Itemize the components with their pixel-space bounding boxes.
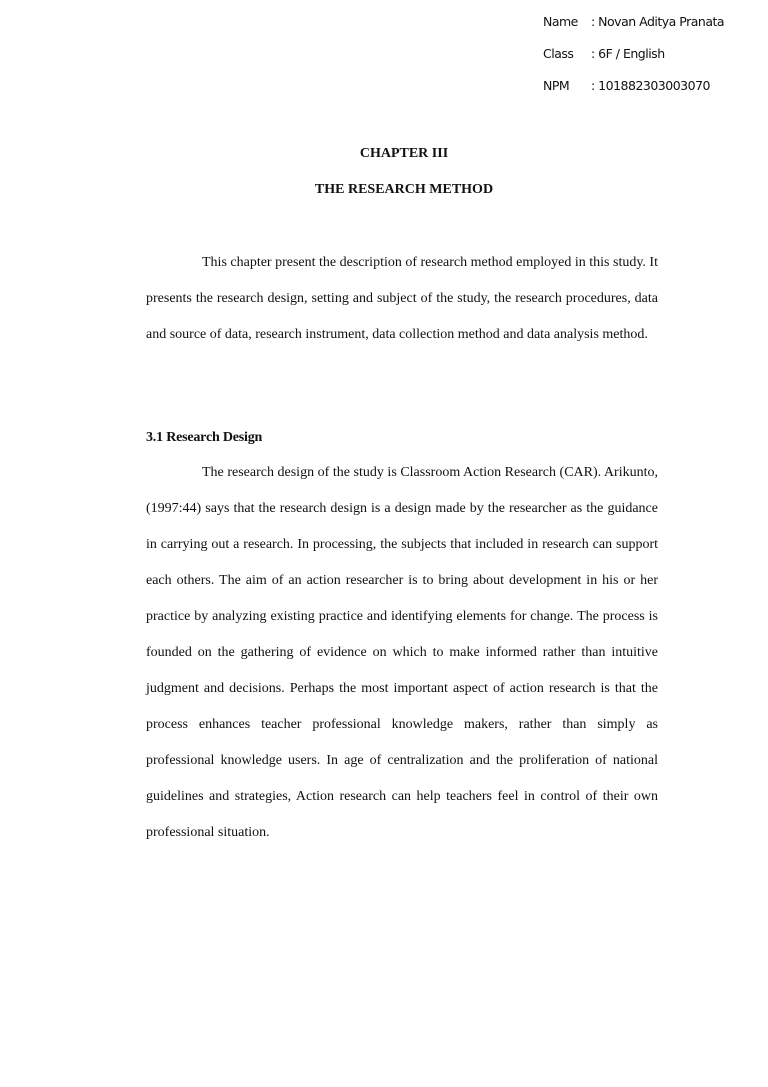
chapter-number: CHAPTER III [359, 146, 449, 161]
intro-paragraph-text: This chapter present the description of research method employed in this study. It presents the research design, setting and subject of the study, the research procedures, data and source of data, research instrument, data collection method and data analysis method. [146, 255, 658, 342]
research-design-paragraph-text: The research design of the study is Classroom Action Research (CAR). Arikunto, (1997:44) says that the research design is a design made by the researcher as the guidance in carrying out a research. In processing, the subjects that included in research can support each others. The aim of an action researcher is to bring about development in his or her practice by analyzing existing practice and identifying elements for change. The process is founded on the gathering of evidence on which to make informed rather than intuitive judgment and decisions. Perhaps the most important aspect of action research is that the process enhances teacher professional knowledge makers, rather than simply as professional knowledge users. In age of centralization and the proliferation of national guidelines and strategies, Action research can help teachers feel in control of their own professional situation. [146, 465, 658, 840]
section-heading: 3.1 Research Design [146, 430, 263, 445]
class-label: Class [543, 46, 574, 61]
intro-paragraph [146, 245, 658, 353]
name-label: Name [543, 14, 578, 29]
name-value: : Novan Aditya Pranata [591, 14, 725, 29]
name-row [543, 10, 724, 42]
student-info-block [543, 10, 724, 106]
class-value: : 6F / English [591, 46, 665, 61]
chapter-title: THE RESEARCH METHOD [314, 182, 494, 197]
npm-label: NPM [543, 78, 570, 93]
npm-row [543, 74, 724, 106]
research-design-paragraph [146, 455, 658, 851]
npm-value: : 101882303003070 [591, 78, 710, 93]
class-row [543, 42, 724, 74]
